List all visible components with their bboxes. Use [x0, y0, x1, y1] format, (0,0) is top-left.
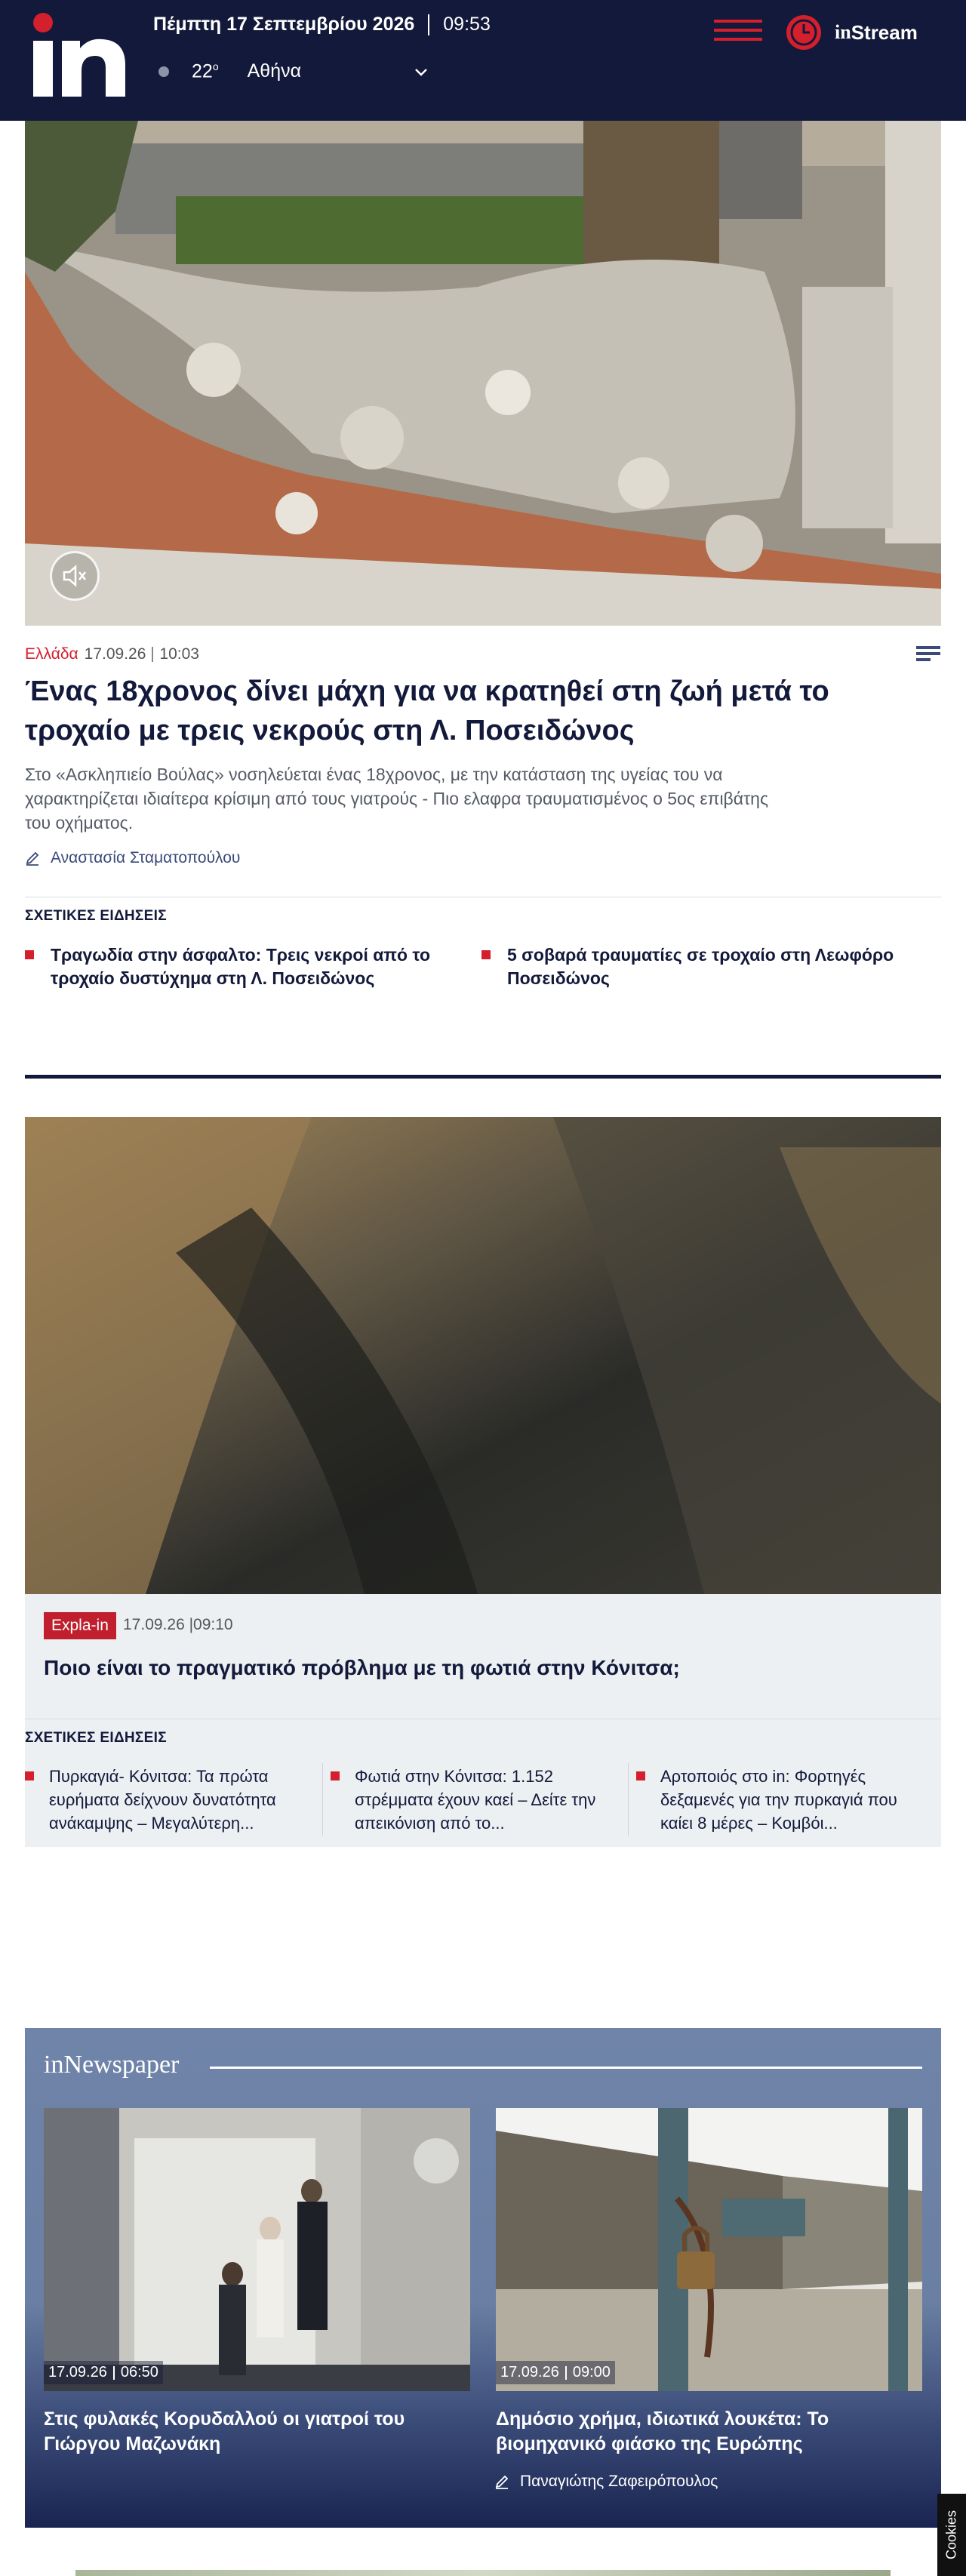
mute-button[interactable] [50, 551, 100, 601]
city-selector[interactable]: Αθήνα [247, 60, 302, 82]
article1-lead: Στο «Ασκληπιείο Βούλας» νοσηλεύεται ένας 18χρονος, με την κατάσταση της υγείας του να χαρακτηρίζεται ιδιαίτερα κρίσιμη από τους γιατρούς - Πιο ελαφρα τραυματισμένος ο 5ος επιβάτης του οχήματος. [25, 765, 769, 833]
article1-category[interactable]: Ελλάδα [25, 645, 78, 663]
related-item[interactable] [25, 1765, 297, 1835]
date-time [153, 14, 491, 35]
list-icon[interactable] [916, 646, 940, 664]
speaker-muted-icon [61, 564, 88, 588]
newspaper-item-image[interactable] [496, 2108, 922, 2391]
related-item-text: Αρτοποιός στο in: Φορτηγές δεξαμενές για την πυρκαγιά που καίει 8 μέρες – Κομβόι... [660, 1767, 897, 1833]
related-item-text: Τραγωδία στην άσφαλτο: Τρεις νεκροί από το τροχαίο δυστύχημα στη Λ. Ποσειδώνος [51, 945, 431, 988]
related-item[interactable] [636, 1765, 908, 1835]
article2-meta: 17.09.26 |09:10 [123, 1616, 233, 1633]
instream-prefix: in [835, 21, 851, 43]
weather-icon [158, 66, 169, 77]
clock-icon [785, 14, 823, 51]
menu-button[interactable] [714, 20, 762, 44]
newspaper-item-title[interactable]: Στις φυλακές Κορυδαλλού οι γιατροί του Γιώργου Μαζωνάκη [44, 2408, 405, 2454]
article1-author[interactable] [25, 849, 240, 867]
newspaper-item-image[interactable] [44, 2108, 470, 2391]
newspaper-item-timestamp: 17.09.26 09:00 [496, 2361, 615, 2384]
related-news-heading: ΣΧΕΤΙΚΕΣ ΕΙΔΗΣΕΙΣ [25, 908, 167, 924]
related-news-heading: ΣΧΕΤΙΚΕΣ ΕΙΔΗΣΕΙΣ [25, 1730, 167, 1746]
article1-date: 17.09.26 [84, 645, 146, 663]
current-date: Πέμπτη 17 Σεπτεμβρίου 2026 [153, 14, 415, 35]
cookies-button[interactable]: Cookies [937, 2494, 966, 2576]
article2-hero-image[interactable] [25, 1117, 941, 1594]
site-header [0, 0, 966, 121]
article1-meta [25, 645, 199, 663]
pencil-icon [494, 2474, 509, 2489]
innewspaper-title[interactable]: inNewspaper [44, 2051, 180, 2079]
related-item[interactable] [331, 1765, 602, 1835]
article1-author-name: Αναστασία Σταματοπούλου [51, 849, 241, 866]
instream-button[interactable] [785, 14, 918, 51]
instream-label: Stream [851, 20, 918, 44]
related-item-text: Πυρκαγιά- Κόνιτσα: Τα πρώτα ευρήματα δείχνουν δυνατότητα ανάκαμψης – Μεγαλύτερη... [49, 1767, 276, 1833]
in-logo[interactable] [24, 11, 130, 101]
current-time: 09:53 [443, 14, 491, 35]
article2-title[interactable]: Ποιο είναι το πραγματικό πρόβλημα με τη φωτιά στην Κόνιτσα; [44, 1656, 680, 1679]
chevron-down-icon[interactable] [414, 64, 429, 79]
pencil-icon [25, 851, 40, 866]
newspaper-item-title[interactable]: Δημόσιο χρήμα, ιδιωτικά λουκέτα: Το βιομηχανικό φιάσκο της Ευρώπης [496, 2408, 829, 2454]
newspaper-item-author-name: Παναγιώτης Ζαφειρόπουλος [520, 2473, 718, 2490]
related-item[interactable] [481, 943, 934, 990]
article2-date: 17.09.26 [123, 1616, 185, 1633]
section-divider [25, 1075, 941, 1079]
article1-hero-image[interactable] [25, 121, 941, 626]
related-item-text: 5 σοβαρά τραυματίες σε τροχαίο στη Λεωφόρο Ποσειδώνος [507, 945, 894, 988]
article1-time: 10:03 [159, 645, 199, 663]
related-item-text: Φωτιά στην Κόνιτσα: 1.152 στρέμματα έχουν καεί – Δείτε την απεικόνιση από το... [355, 1767, 596, 1833]
newspaper-item-timestamp: 17.09.26 06:50 [44, 2361, 163, 2384]
article2-time: 09:10 [193, 1616, 233, 1633]
weather-widget[interactable] [158, 60, 429, 82]
article2-badge[interactable]: Expla-in [44, 1612, 116, 1639]
temperature: 22$^o$ [192, 60, 219, 82]
article1-title[interactable]: Ένας 18χρονος δίνει μάχη για να κρατηθεί στη ζωή μετά το τροχαίο με τρεις νεκρούς στη Λ. Ποσειδώνος [25, 676, 829, 746]
next-section-preview [75, 2570, 891, 2576]
newspaper-item-author[interactable] [494, 2473, 718, 2491]
related-item[interactable] [25, 943, 448, 990]
